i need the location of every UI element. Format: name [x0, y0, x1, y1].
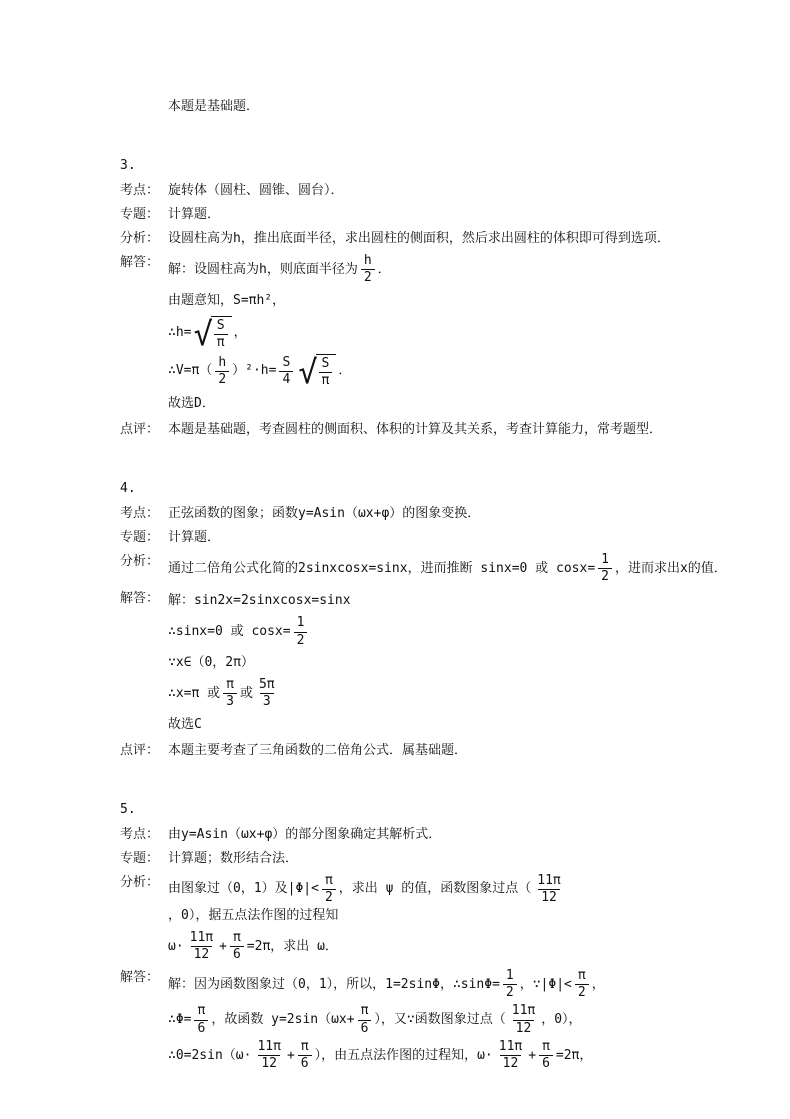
formula-text: ）²·h= — [232, 363, 277, 379]
row-zhuanti — [120, 204, 734, 226]
row-label-kaodian: 考点： — [120, 505, 160, 521]
row-content — [168, 252, 734, 417]
zhuanti-text: 计算题． — [168, 207, 221, 222]
fraction — [187, 931, 216, 963]
fraction-numerator: 11π — [498, 1038, 523, 1054]
fraction-denominator: 12 — [191, 946, 213, 962]
formula-text: ，求出 ψ 的值，函数图象过点（ — [338, 881, 532, 897]
fraction — [509, 1004, 538, 1036]
fraction — [230, 931, 244, 963]
formula-text: ， — [233, 324, 247, 340]
fraction-denominator: 3 — [223, 693, 237, 709]
intro-text: 本题是基础题． — [168, 99, 260, 114]
formula-text: =2π， — [555, 1047, 593, 1063]
radical-sign: √ — [298, 353, 318, 392]
row-content — [168, 824, 734, 846]
row-content — [168, 503, 734, 525]
row-label-fenxi: 分析： — [120, 553, 160, 569]
row-kaodian — [120, 824, 734, 846]
fenxi-text: 设圆柱高为h，推出底面半径，求出圆柱的侧面积，然后求出圆柱的体积即可得到选项． — [168, 231, 670, 246]
fraction-numerator: 5π — [258, 676, 275, 692]
fraction-denominator: 2 — [503, 984, 517, 1000]
fraction-denominator: π — [319, 372, 333, 388]
row-label-zhuanti: 专题： — [120, 207, 160, 222]
fraction — [322, 874, 336, 906]
fraction-denominator: 12 — [258, 1055, 280, 1071]
formula-text: ∴h= — [168, 324, 192, 340]
fraction — [319, 357, 333, 389]
row-label-jieda: 解答： — [120, 969, 160, 985]
row-content — [168, 204, 734, 226]
formula-text: 解：设圆柱高为h，则底面半径为 — [168, 261, 358, 277]
row-content — [168, 588, 734, 737]
section-3 — [120, 156, 734, 441]
row-label-jieda: 解答： — [120, 255, 160, 270]
row-content — [168, 848, 734, 870]
formula-text: 故选C — [168, 716, 202, 732]
fraction-denominator: 2 — [361, 269, 375, 285]
formula-text: ∴Φ= — [168, 1012, 192, 1028]
formula-text: ， — [591, 976, 605, 992]
row-jieda — [120, 967, 734, 1074]
fraction-denominator: 6 — [298, 1055, 312, 1071]
fraction-numerator: 1 — [505, 967, 514, 983]
formula-line — [168, 252, 734, 288]
fraction-denominator: 6 — [539, 1055, 553, 1071]
formula-text: 故选D． — [168, 395, 215, 411]
fraction-denominator: 2 — [575, 984, 589, 1000]
formula-text: ，故函数 y=2sin（ωx+ — [211, 1012, 355, 1028]
formula-line — [168, 352, 734, 391]
fraction-denominator: 2 — [294, 632, 308, 648]
fraction — [254, 1040, 283, 1072]
zhuanti-text: 计算题． — [168, 529, 221, 545]
row-jieda — [120, 252, 734, 417]
fraction-numerator: π — [360, 1003, 369, 1019]
formula-line — [168, 288, 734, 314]
formula-text: ，0），据五点法作图的过程知 — [168, 908, 339, 924]
formula-text: ∵x∈（0，2π） — [168, 654, 254, 670]
row-content — [168, 740, 734, 762]
row-content — [168, 419, 734, 441]
section-number: 5. — [120, 801, 136, 817]
fraction — [539, 1040, 553, 1072]
fraction-numerator: π — [232, 930, 241, 946]
row-content — [168, 967, 734, 1074]
formula-text: ω· — [168, 938, 184, 954]
formula-line — [168, 314, 734, 353]
row-label-fenxi: 分析： — [120, 874, 160, 890]
dianping-text: 本题主要考查了三角函数的二倍角公式．属基础题． — [168, 742, 468, 758]
fraction-numerator: 11π — [189, 930, 214, 946]
row-content — [168, 228, 734, 250]
fraction-denominator: 12 — [513, 1020, 535, 1036]
row-label-fenxi: 分析： — [120, 231, 160, 246]
fraction — [223, 678, 237, 710]
fraction — [361, 254, 375, 286]
formula-text: + — [286, 1047, 295, 1063]
section-number: 3. — [120, 158, 136, 173]
kaodian-text: 正弦函数的图象；函数y=Asin（ωx+φ）的图象变换． — [168, 505, 481, 521]
row-fenxi — [120, 551, 734, 587]
row-label-kaodian: 考点： — [120, 183, 160, 198]
fraction — [256, 678, 278, 710]
fraction — [215, 356, 229, 388]
section-4 — [120, 479, 734, 762]
formula-text: + — [528, 1047, 537, 1063]
section-number: 4. — [120, 480, 136, 496]
square-root — [298, 353, 336, 392]
fraction-denominator: 3 — [260, 693, 274, 709]
row-content — [168, 872, 734, 965]
fraction — [298, 1040, 312, 1072]
zhuanti-text: 计算题；数形结合法． — [168, 850, 299, 866]
fraction — [503, 969, 517, 1001]
row-label-dianping: 点评： — [120, 421, 160, 437]
fraction-numerator: 11π — [511, 1003, 536, 1019]
fraction-numerator: π — [542, 1038, 550, 1054]
fraction — [496, 1040, 525, 1072]
fraction — [214, 319, 228, 351]
fraction-denominator: 2 — [598, 568, 612, 584]
fraction-numerator: π — [300, 1038, 309, 1054]
formula-text: ），又∵函数图象过点（ — [374, 1012, 506, 1028]
fraction-numerator: S — [282, 354, 291, 370]
row-label-dianping: 点评： — [120, 742, 160, 758]
fraction-numerator: S — [321, 356, 330, 372]
radicand — [316, 354, 337, 389]
formula-line — [168, 650, 734, 676]
row-label-kaodian: 考点： — [120, 826, 160, 842]
row-fenxi — [120, 872, 734, 965]
row-dianping — [120, 419, 734, 441]
fraction-denominator: 6 — [230, 946, 244, 962]
formula-text: 由题意知，S=πh²， — [168, 292, 286, 308]
section-5 — [120, 800, 734, 1074]
formula-line — [168, 1002, 734, 1038]
fraction — [598, 553, 612, 585]
formula-line — [168, 614, 734, 650]
kaodian-text: 旋转体（圆柱、圆锥、圆台）． — [168, 183, 344, 198]
fraction-numerator: π — [226, 676, 234, 692]
fraction — [194, 1004, 208, 1036]
formula-line — [168, 588, 734, 614]
fraction-denominator: 4 — [279, 371, 293, 387]
formula-text: 通过二倍角公式化简的2sinxcosx=sinx，进而推断 sinx=0 或 cosx= — [168, 560, 596, 576]
fraction-numerator: π — [324, 872, 333, 888]
formula-text: ∴x=π 或 — [168, 685, 221, 701]
fraction-numerator: 11π — [537, 872, 561, 888]
row-dianping — [120, 740, 734, 762]
fraction-denominator: 12 — [500, 1055, 522, 1071]
fraction-denominator: 2 — [215, 371, 229, 387]
formula-text: =2π，求出 ω． — [246, 938, 338, 954]
fraction-numerator: 1 — [296, 615, 305, 631]
fraction-numerator: h — [363, 253, 372, 268]
row-kaodian — [120, 503, 734, 525]
formula-text: 解：sin2x=2sinxcosx=sinx — [168, 593, 351, 609]
fraction — [575, 969, 589, 1001]
fraction — [534, 874, 563, 906]
formula-text: + — [219, 938, 227, 954]
row-content — [168, 551, 734, 587]
row-fenxi — [120, 228, 734, 250]
fraction-denominator: 6 — [358, 1020, 372, 1036]
row-zhuanti — [120, 527, 734, 549]
formula-text: ，∵|Φ|< — [519, 976, 572, 992]
fraction-numerator: π — [197, 1003, 206, 1019]
formula-line — [168, 712, 734, 738]
formula-line — [168, 872, 734, 930]
row-kaodian — [120, 180, 734, 202]
kaodian-text: 由y=Asin（ωx+φ）的部分图象确定其解析式． — [168, 826, 442, 842]
fraction-numerator: 1 — [601, 551, 609, 567]
fraction-numerator: h — [218, 354, 227, 370]
row-zhuanti — [120, 848, 734, 870]
row-label-zhuanti: 专题： — [120, 850, 160, 866]
formula-text: 解：因为函数图象过（0，1），所以，1=2sinΦ，∴sinΦ= — [168, 976, 500, 992]
formula-line — [168, 391, 734, 417]
row-label-zhuanti: 专题： — [120, 529, 160, 545]
formula-text: ），由五点法作图的过程知，ω· — [314, 1047, 493, 1063]
formula-text: ∴sinx=0 或 cosx= — [168, 624, 291, 640]
formula-line — [168, 1038, 734, 1074]
radical-sign: √ — [193, 314, 213, 353]
radicand — [211, 316, 232, 351]
formula-line — [168, 929, 734, 965]
formula-text: ∴0=2sin（ω· — [168, 1047, 252, 1063]
formula-line — [168, 967, 734, 1003]
fraction — [279, 356, 293, 388]
formula-line — [168, 676, 734, 712]
formula-text: ，进而求出x的值． — [614, 560, 727, 576]
square-root — [193, 316, 231, 351]
formula-text: ． — [377, 261, 391, 277]
formula-line — [168, 551, 734, 587]
fraction — [358, 1004, 372, 1036]
formula-text: ，0）， — [541, 1012, 582, 1028]
formula-text: ． — [338, 363, 352, 379]
fraction-numerator: S — [216, 317, 225, 333]
row-content — [168, 527, 734, 549]
fraction — [294, 616, 308, 648]
fraction-denominator: 2 — [322, 889, 336, 905]
formula-text: ∴V=π（ — [168, 363, 213, 379]
formula-text: 由图象过（0，1）及|Φ|< — [168, 881, 319, 897]
fraction-numerator: π — [577, 967, 586, 983]
fraction-denominator: 12 — [538, 889, 560, 905]
row-content — [168, 180, 734, 202]
row-label-jieda: 解答： — [120, 591, 160, 607]
fraction-numerator: 11π — [257, 1038, 281, 1054]
formula-text: 或 — [239, 685, 253, 701]
dianping-text: 本题是基础题，考查圆柱的侧面积、体积的计算及其关系，考查计算能力，常考题型． — [168, 421, 663, 437]
fraction-denominator: π — [214, 334, 228, 350]
fraction-denominator: 6 — [194, 1020, 208, 1036]
row-jieda — [120, 588, 734, 737]
